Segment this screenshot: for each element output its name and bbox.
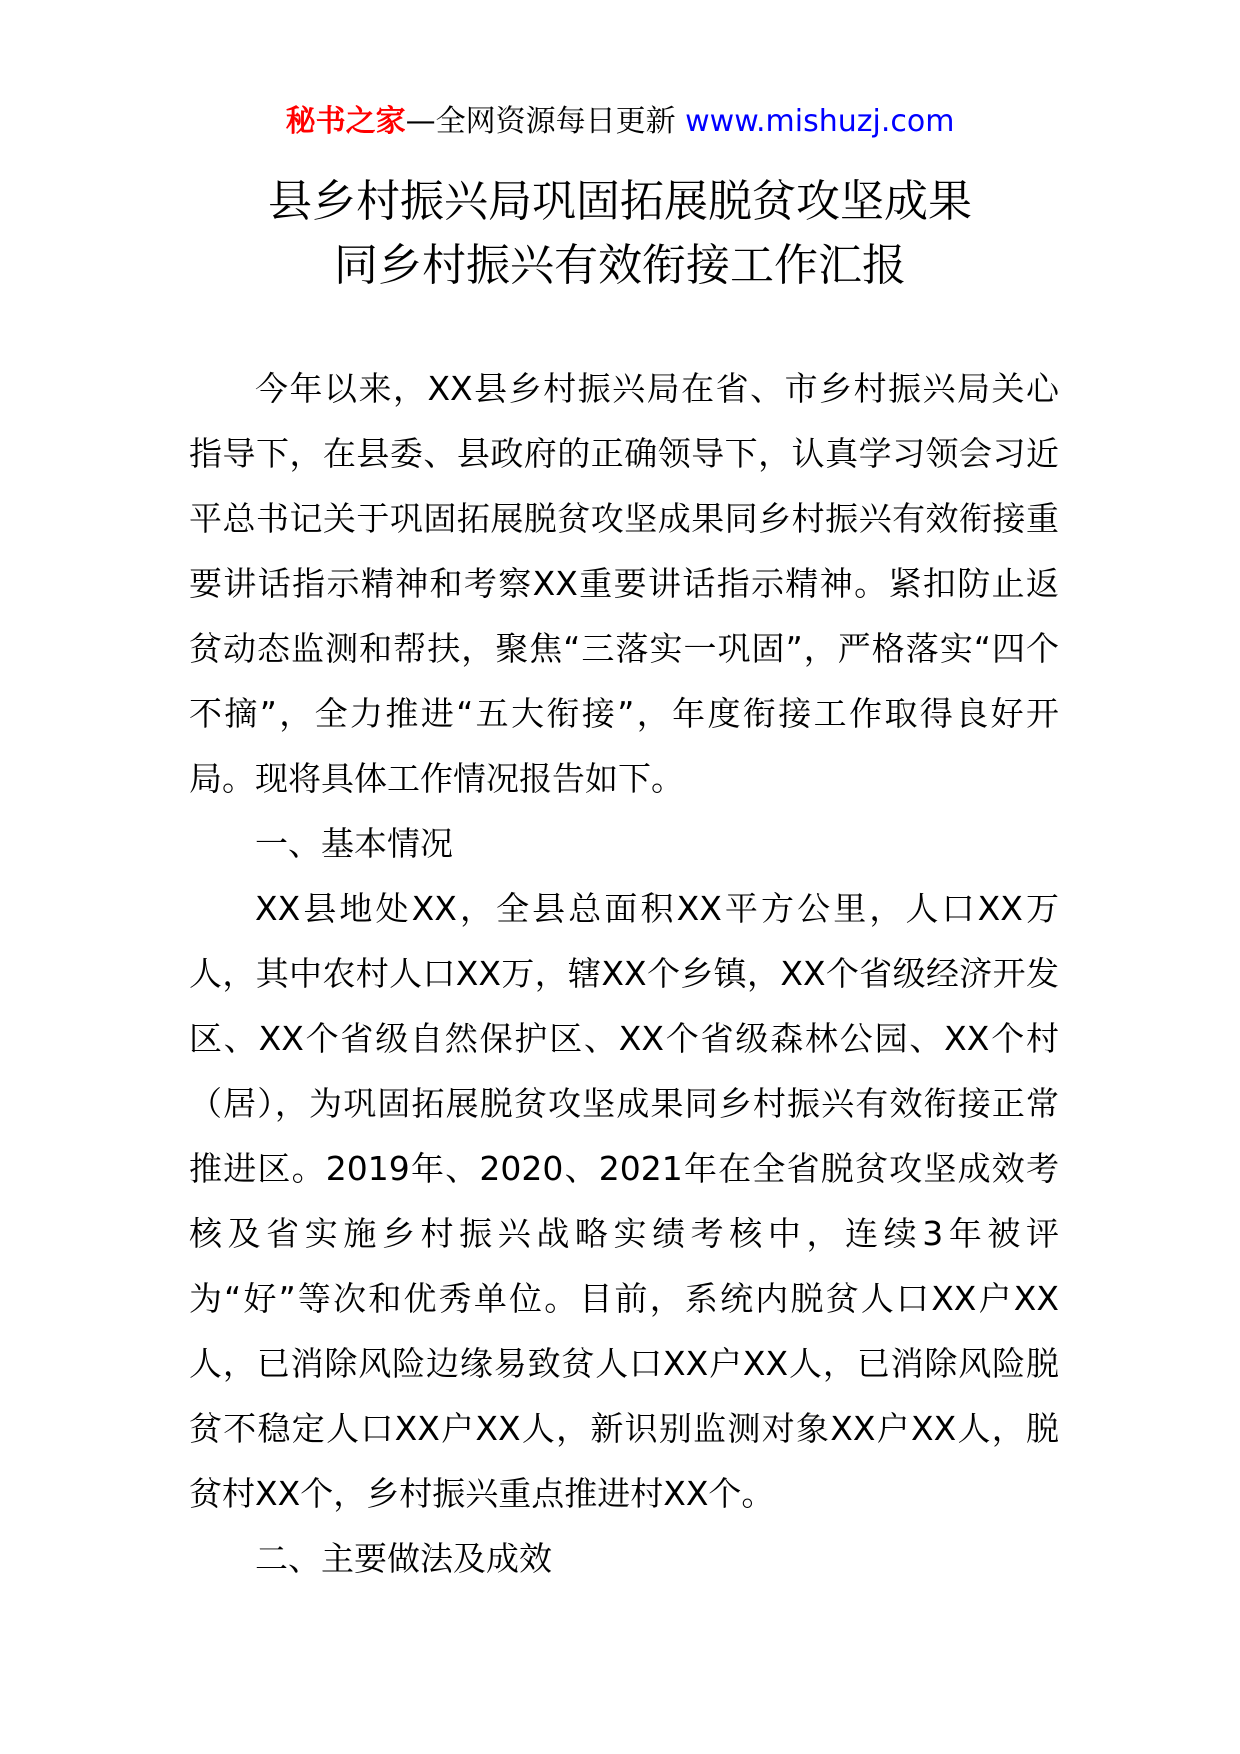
site-tagline: —全网资源每日更新	[405, 104, 676, 139]
title-line-1: 县乡村振兴局巩固拓展脱贫攻坚成果	[268, 176, 972, 227]
basic-situation-paragraph: XX县地处XX，全县总面积XX平方公里，人口XX万人，其中农村人口XX万，辖XX个乡镇，XX个省级经济开发区、XX个省级自然保护区、XX个省级森林公园、XX个村（居），为巩固拓展脱贫攻坚成果同乡村振兴有效衔接正常推进区。2019年、2020、2021年在全省脱贫攻坚成效考核及省实施乡村振兴战略实绩考核中，连续3年被评为“好”等次和优秀单位。目前，系统内脱贫人口XX户XX人，已消除风险边缘易致贫人口XX户XX人，已消除风险脱贫不稳定人口XX户XX人，新识别监测对象XX户XX人，脱贫村XX个，乡村振兴重点推进村XX个。	[189, 889, 1059, 1513]
intro-paragraph: 今年以来，XX县乡村振兴局在省、市乡村振兴局关心指导下，在县委、县政府的正确领导下，认真学习领会习近平总书记关于巩固拓展脱贫攻坚成果同乡村振兴有效衔接重要讲话指示精神和考察XX重要讲话指示精神。紧扣防止返贫动态监测和帮扶，聚焦“三落实一巩固”，严格落实“四个不摘”，全力推进“五大衔接”，年度衔接工作取得良好开局。现将具体工作情况报告如下。	[189, 369, 1059, 798]
document-body	[189, 356, 1059, 1591]
site-url-link[interactable]: www.mishuzj.com	[685, 104, 955, 139]
title-line-2: 同乡村振兴有效衔接工作汇报	[334, 240, 906, 291]
site-header	[0, 102, 1240, 142]
section-heading-main-practices: 二、主要做法及成效	[255, 1539, 552, 1578]
site-brand: 秘书之家	[285, 104, 406, 139]
document-title	[0, 170, 1240, 298]
section-heading-basic-situation: 一、基本情况	[255, 824, 453, 863]
